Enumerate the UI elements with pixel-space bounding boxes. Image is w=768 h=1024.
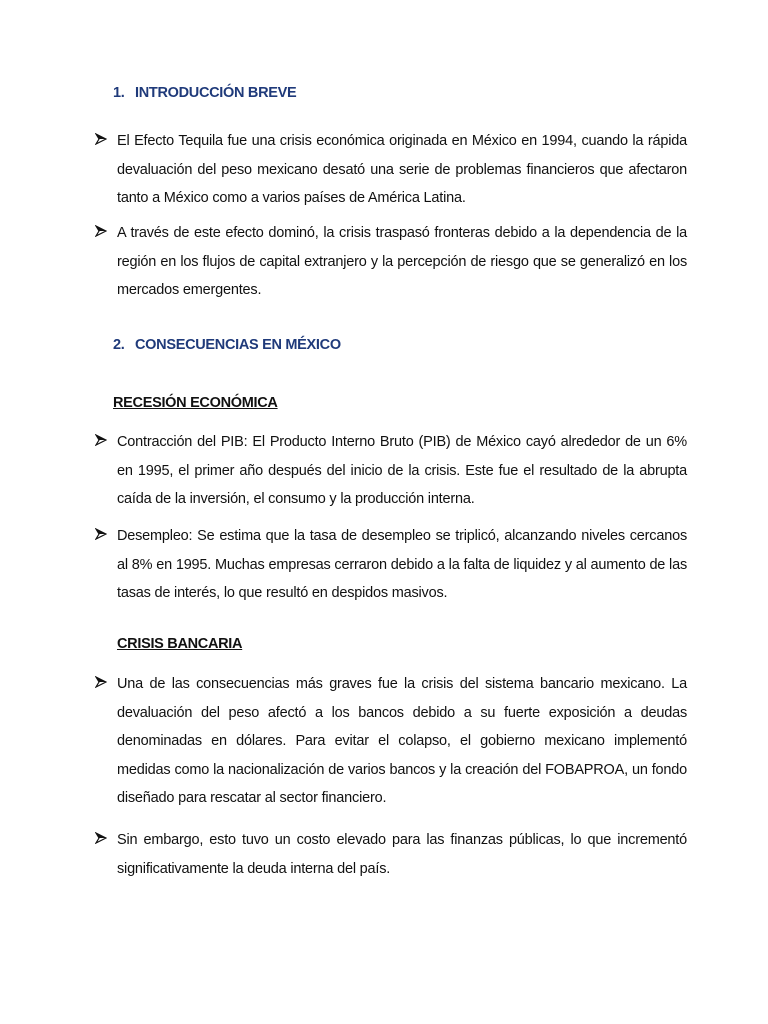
section-heading-consequences bbox=[113, 337, 341, 353]
arrowhead-bullet-icon bbox=[95, 219, 109, 247]
bullet-text: Desempleo: Se estima que la tasa de desempleo se triplicó, alcanzando niveles cercanos al 8% en 1995. Muchas empresas cerraron debido a la falta de liquidez y al aumento de las tasas de interés, lo que resultó en despidos masivos. bbox=[117, 528, 687, 601]
section-number: 2. bbox=[113, 337, 125, 353]
list-item bbox=[95, 826, 687, 883]
bullet-text: Una de las consecuencias más graves fue la crisis del sistema bancario mexicano. La devaluación del peso afectó a los bancos debido a su fuerte exposición a deudas denominadas en dólares. Para evitar el colapso, el gobierno mexicano implementó medidas como la nacionalización de varios bancos y la creación del FOBAPROA, un fondo diseñado para rescatar al sector financiero. bbox=[117, 676, 687, 806]
arrowhead-bullet-icon bbox=[95, 522, 109, 550]
subheading-banking: CRISIS BANCARIA bbox=[117, 636, 243, 652]
section-number: 1. bbox=[113, 85, 125, 101]
bullet-text: Sin embargo, esto tuvo un costo elevado para las finanzas públicas, lo que incrementó significativamente la deuda interna del país. bbox=[117, 832, 687, 877]
bullet-text: El Efecto Tequila fue una crisis económica originada en México en 1994, cuando la rápida devaluación del peso mexicano desató una serie de problemas financieros que afectaron tanto a México como a varios países de América Latina. bbox=[117, 133, 687, 206]
section-title: INTRODUCCIÓN BREVE bbox=[135, 85, 297, 101]
bullet-text: Contracción del PIB: El Producto Interno Bruto (PIB) de México cayó alrededor de un 6% en 1995, el primer año después del inicio de la crisis. Este fue el resultado de la abrupta caída de la inversión, el consumo y la producción interna. bbox=[117, 434, 687, 507]
section-heading-intro bbox=[113, 85, 296, 101]
arrowhead-bullet-icon bbox=[95, 826, 109, 854]
subheading-recession: RECESIÓN ECONÓMICA bbox=[113, 395, 278, 411]
arrowhead-bullet-icon bbox=[95, 428, 109, 456]
list-item bbox=[95, 670, 687, 813]
bullet-text: A través de este efecto dominó, la crisis traspasó fronteras debido a la dependencia de la región en los flujos de capital extranjero y la percepción de riesgo que se generalizó en los mercados emergentes. bbox=[117, 225, 687, 298]
list-item bbox=[95, 127, 687, 213]
section-title: CONSECUENCIAS EN MÉXICO bbox=[135, 337, 341, 353]
list-item bbox=[95, 428, 687, 514]
arrowhead-bullet-icon bbox=[95, 670, 109, 698]
list-item bbox=[95, 522, 687, 608]
list-item bbox=[95, 219, 687, 305]
arrowhead-bullet-icon bbox=[95, 127, 109, 155]
